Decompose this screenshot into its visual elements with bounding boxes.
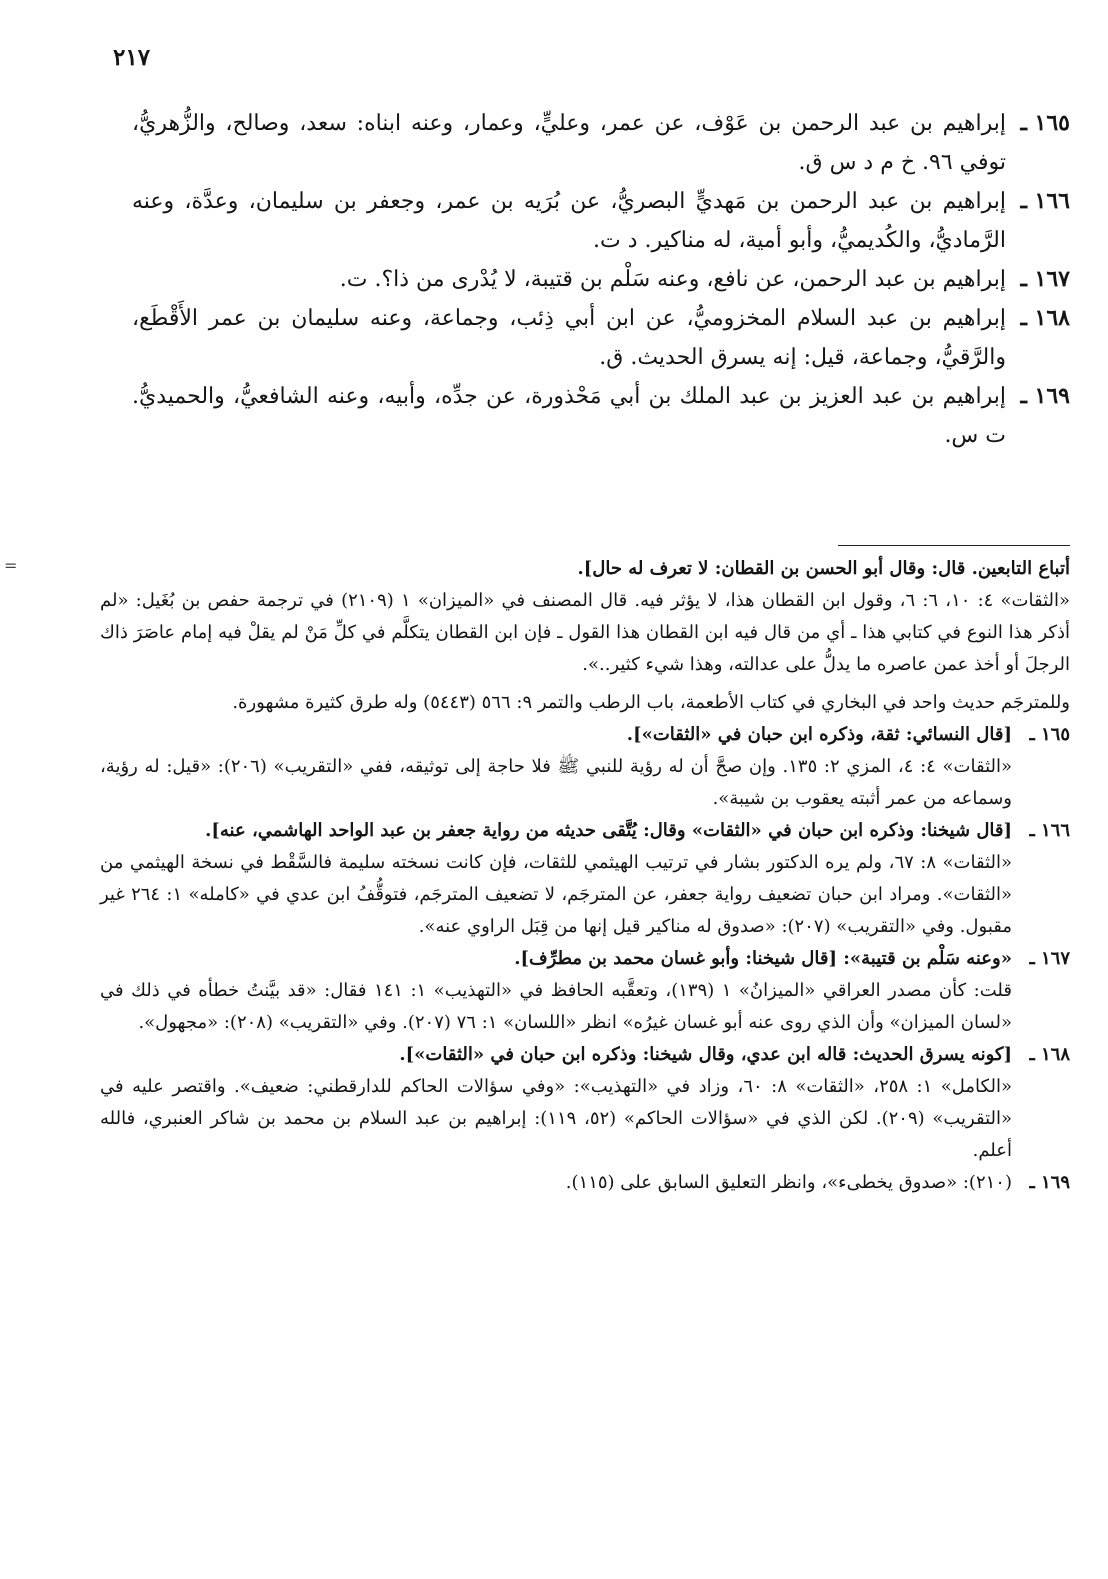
entry-number: ١٦٧ ـ bbox=[1020, 266, 1070, 292]
footnote-intro-text: «الثقات» ٤: ١٠، ٦: ٦، وقول ابن القطان هذا، لا يؤثر فيه. قال المصنف في «الميزان» ١ (٢١٠٩) في ترجمة حفص بن بُغَيل: «لم أذكر هذا النوع في كتابي هذا ـ أي من قال فيه ابن القطان هذا القول ـ فإن ابن القطان يتكلَّم في كلِّ مَنْ لم يقلْ فيه إمام عاصَرَ ذاك الرجلَ أو أخذ عمن عاصره ما يدلُّ على عدالته، وهذا شيء كثير..». bbox=[100, 590, 1070, 675]
footnote-heading: [قال شيخنا: وذكره ابن حبان في «الثقات» وقال: يُتَّقى حديثه من رواية جعفر بن عبد الواحد الهاشمي، عنه]. bbox=[205, 820, 1012, 841]
entry-168 bbox=[132, 299, 1070, 377]
entry-text: إبراهيم بن عبد العزيز بن عبد الملك بن أبي مَحْذورة، عن جدِّه، وأبيه، وعنه الشافعيُّ، والحميديُّ. ت س. bbox=[132, 384, 1006, 448]
footnote-heading: [قال النسائي: ثقة، وذكره ابن حبان في «الثقات»]. bbox=[626, 724, 1012, 745]
entry-165 bbox=[132, 104, 1070, 182]
entry-167 bbox=[132, 260, 1070, 299]
footnote-number: ١٦٦ ـ bbox=[1029, 820, 1070, 841]
entry-number: ١٦٥ ـ bbox=[1020, 110, 1070, 136]
footnote-body: قلت: كأن مصدر العراقي «الميزانُ» ١ (١٣٩)، وتعقَّبه الحافظ في «التهذيب» ١: ١٤١ فقال: «قد بيَّنتُ خطأه في ذلك في «لسان الميزان» وأن الذي روى عنه أبو غسان غيرُه» انظر «اللسان» ١: ٧٦ (٢٠٧). وفي «التقريب» (٢٠٨): «مجهول». bbox=[100, 980, 1012, 1033]
entry-number: ١٦٦ ـ bbox=[1020, 188, 1070, 214]
footnote-168 bbox=[100, 1039, 1070, 1167]
page-number: ٢١٧ bbox=[113, 44, 151, 71]
footnote-number: ١٦٩ ـ bbox=[1029, 1172, 1070, 1193]
entry-text: إبراهيم بن عبد الرحمن، عن نافع، وعنه سَلْم بن قتيبة، لا يُدْرى من ذا؟. ت. bbox=[339, 267, 1006, 292]
footnote-separator bbox=[838, 545, 1070, 546]
footnote-body: «الثقات» ٤: ٤، المزي ٢: ١٣٥. وإن صحَّ أن له رؤية للنبي ﷺ فلا حاجة إلى توثيقه، ففي «التقريب» (٢٠٦): «قيل: له رؤية، وسماعه من عمر أثبته يعقوب بن شيبة». bbox=[100, 756, 1012, 809]
footnote-body: «الكامل» ١: ٢٥٨، «الثقات» ٨: ٦٠، وزاد في «التهذيب»: «وفي سؤالات الحاكم للدارقطني: ضعيف». واقتصر عليه في «التقريب» (٢٠٩). لكن الذي في «سؤالات الحاكم» (٥٢، ١١٩): إبراهيم بن عبد السلام بن محمد بن شاكر العنبري، فالله أعلم. bbox=[100, 1076, 1013, 1161]
footnote-number: ١٦٨ ـ bbox=[1029, 1044, 1070, 1065]
entry-text: إبراهيم بن عبد الرحمن بن مَهديٍّ البصريُّ، عن بُرَيه بن عمر، وجعفر بن سليمان، وعدَّة، وعنه الرَّماديُّ، والكُديميُّ، وأبو أمية، له مناكير. د ت. bbox=[132, 189, 1006, 253]
entry-166 bbox=[132, 182, 1070, 260]
entry-169 bbox=[132, 377, 1070, 455]
entry-number: ١٦٩ ـ bbox=[1020, 383, 1070, 409]
footnote-169 bbox=[100, 1167, 1070, 1199]
footnote-166 bbox=[100, 815, 1070, 943]
footnote-heading: «وعنه سَلْم بن قتيبة»: [قال شيخنا: وأبو غسان محمد بن مطرِّف]. bbox=[514, 948, 1012, 969]
continuation-mark: = bbox=[4, 556, 18, 575]
footnote-intro-heading: أتباع التابعين. قال: وقال أبو الحسن بن القطان: لا تعرف له حال]. bbox=[577, 558, 1070, 579]
main-text bbox=[132, 104, 1070, 455]
footnote-intro-extra: وللمترجَم حديث واحد في البخاري في كتاب الأطعمة، باب الرطب والتمر ٩: ٥٦٦ (٥٤٤٣) وله طرق كثيرة مشهورة. bbox=[232, 692, 1070, 713]
footnote-number: ١٦٧ ـ bbox=[1029, 948, 1070, 969]
entry-text: إبراهيم بن عبد الرحمن بن عَوْف، عن عمر، وعليٍّ، وعمار، وعنه ابناه: سعد، وصالح، والزُّهريُّ، توفي ٩٦. خ م د س ق. bbox=[132, 111, 1006, 175]
footnote-167 bbox=[100, 943, 1070, 1039]
entry-number: ١٦٨ ـ bbox=[1020, 305, 1070, 331]
footnote-number: ١٦٥ ـ bbox=[1029, 724, 1070, 745]
footnote-heading: [كونه يسرق الحديث: قاله ابن عدي، وقال شيخنا: وذكره ابن حبان في «الثقات»]. bbox=[399, 1044, 1012, 1065]
footnotes bbox=[100, 553, 1070, 1199]
entry-text: إبراهيم بن عبد السلام المخزوميُّ، عن ابن أبي ذِئب، وجماعة، وعنه سليمان بن عمر الأَقْطَع، والرَّقيُّ، وجماعة، قيل: إنه يسرق الحديث. ق. bbox=[132, 306, 1006, 370]
footnote-body: (٢١٠): «صدوق يخطىء»، وانظر التعليق السابق على (١١٥). bbox=[565, 1172, 1012, 1193]
footnote-body: «الثقات» ٨: ٦٧، ولم يره الدكتور بشار في ترتيب الهيثمي للثقات، فإن كانت نسخته سليمة فالسَّقْط في نسخة الهيثمي من «الثقات». ومراد ابن حبان تضعيف رواية جعفر، عن المترجَم، لا تضعيف المترجَم، فتوقُّفُ ابن عدي في «كامله» ١: ٢٦٤ غير مقبول. وفي «التقريب» (٢٠٧): «صدوق له مناكير قيل إنها من قِبَل الراوي عنه». bbox=[100, 852, 1012, 937]
footnote-intro bbox=[100, 553, 1070, 681]
footnote-165 bbox=[100, 719, 1070, 815]
